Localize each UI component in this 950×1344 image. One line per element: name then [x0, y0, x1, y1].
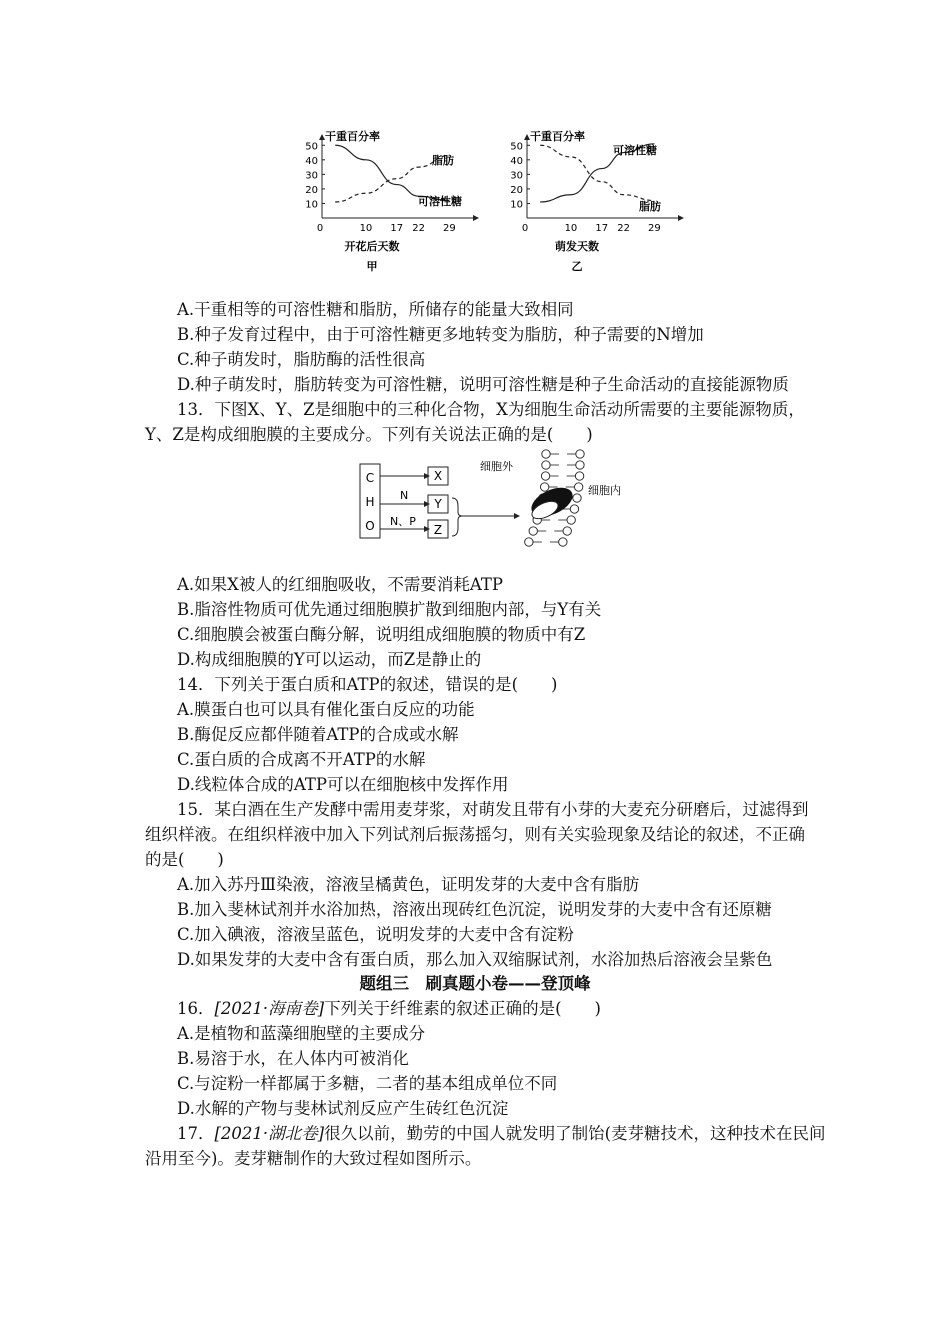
- q13-option-c: C.细胞膜会被蛋白酶分解，说明组成细胞膜的物质中有Z: [177, 625, 586, 644]
- origin-tick-label: 0: [316, 223, 324, 234]
- q17-stem-text: 很久以前，勤劳的中国人就发明了制饴(麦芽糖技术，这种技术在民间: [324, 1124, 826, 1143]
- q16-stem: [177, 998, 601, 1020]
- origin-tick-label: 0: [521, 223, 529, 234]
- membrane-illustration: [525, 450, 585, 546]
- phospholipid-head: [542, 450, 550, 458]
- chart-jia: [300, 126, 490, 286]
- arrow-label-np: N、P: [390, 515, 416, 528]
- x-axis-arrow: [473, 215, 479, 221]
- phospholipid-head: [573, 494, 581, 502]
- q16-option-b: B.易溶于水，在人体内可被消化: [177, 1049, 409, 1068]
- y-tick-label: 30: [510, 170, 523, 182]
- x-tick-label: 29: [443, 223, 456, 234]
- q13-stem-2: Y、Z是构成细胞膜的主要成分。下列有关说法正确的是( ): [145, 425, 593, 444]
- phospholipid-head: [525, 538, 533, 546]
- series-label: 可溶性糖: [613, 144, 657, 157]
- q12-option-a: A.干重相等的可溶性糖和脂肪，所储存的能量大致相同: [177, 300, 574, 319]
- q15-option-c: C.加入碘液，溶液呈蓝色，说明发芽的大麦中含有淀粉: [177, 925, 574, 944]
- q13-option-a: A.如果X被人的红细胞吸收，不需要消耗ATP: [177, 575, 504, 594]
- chart-title: 乙: [571, 260, 583, 273]
- q13-diagram: [340, 448, 660, 558]
- q14-option-b: B.酶促反应都伴随着ATP的合成或水解: [177, 725, 459, 744]
- y-tick-label: 30: [305, 170, 318, 182]
- series-label: 脂肪: [432, 154, 454, 167]
- phospholipid-head: [576, 450, 584, 458]
- q16-stem-text: 下列关于纤维素的叙述正确的是( ): [324, 999, 601, 1018]
- y-tick-label: 20: [305, 184, 318, 196]
- y-tick-label: 10: [510, 199, 523, 211]
- q16-option-d: D.水解的产物与斐林试剂反应产生砖红色沉淀: [177, 1099, 509, 1118]
- q13-option-b: B.脂溶性物质可优先通过细胞膜扩散到细胞内部，与Y有关: [177, 600, 602, 619]
- q15-stem-1: 15．某白酒在生产发酵中需用麦芽浆，对萌发且带有小芽的大麦充分研磨后，过滤得到: [177, 800, 809, 819]
- y-tick-label: 40: [305, 155, 318, 167]
- y-tick-label: 20: [510, 184, 523, 196]
- q17-source: [2021·湖北卷]: [214, 1124, 325, 1143]
- q16-option-a: A.是植物和蓝藻细胞壁的主要成分: [177, 1024, 426, 1043]
- phospholipid-head: [541, 472, 549, 480]
- q17-stem-2: 沿用至今)。麦芽糖制作的大致过程如图所示。: [145, 1149, 482, 1168]
- q15-stem-2: 组织样液。在组织样液中加入下列试剂后振荡摇匀，则有关实验现象及结论的叙述，不正确: [145, 825, 805, 844]
- q14-option-a: A.膜蛋白也可以具有催化蛋白反应的功能: [177, 700, 475, 719]
- q14-option-c: C.蛋白质的合成离不开ATP的水解: [177, 750, 426, 769]
- phospholipid-head: [574, 483, 582, 491]
- x-tick-label: 10: [359, 223, 373, 234]
- q13-stem-1: 13．下图X、Y、Z是细胞中的三种化合物，X为细胞生命活动所需要的主要能源物质，: [177, 400, 805, 419]
- q12-option-c: C.种子萌发时，脂肪酶的活性很高: [177, 350, 426, 369]
- compound-y: Y: [434, 497, 442, 511]
- phospholipid-head: [542, 461, 550, 469]
- phospholipid-head: [575, 472, 583, 480]
- q17-number: 17．: [177, 1124, 215, 1143]
- section-title: 题组三 刷真题小卷——登顶峰: [359, 974, 591, 993]
- x-axis-arrow: [678, 215, 684, 221]
- x-axis-label: 萌发天数: [555, 240, 599, 253]
- y-tick-label: 50: [510, 141, 523, 153]
- compound-z: Z: [433, 523, 443, 537]
- y-tick-label: 10: [305, 199, 318, 211]
- q15-option-b: B.加入斐林试剂并水浴加热，溶液出现砖红色沉淀，说明发芽的大麦中含有还原糖: [177, 900, 772, 919]
- phospholipid-head: [576, 461, 584, 469]
- phospholipid-head: [567, 516, 575, 524]
- x-tick-label: 22: [617, 223, 631, 234]
- chart-yi: [505, 126, 695, 286]
- element-c: C: [365, 471, 375, 485]
- q12-option-d: D.种子萌发时，脂肪转变为可溶性糖，说明可溶性糖是种子生命活动的直接能源物质: [177, 375, 789, 394]
- series-label: 可溶性糖: [418, 195, 462, 208]
- y-axis-label: 干重百分率: [530, 130, 585, 143]
- q16-number: 16．: [177, 999, 215, 1018]
- chart-title: 甲: [366, 260, 378, 273]
- x-tick-label: 22: [412, 223, 426, 234]
- phospholipid-head: [529, 527, 537, 535]
- q14-option-d: D.线粒体合成的ATP可以在细胞核中发挥作用: [177, 775, 509, 794]
- phospholipid-head: [563, 527, 571, 535]
- q13-option-d: D.构成细胞膜的Y可以运动，而Z是静止的: [177, 650, 482, 669]
- x-tick-label: 17: [390, 223, 404, 234]
- element-o: O: [365, 519, 375, 533]
- y-axis-label: 干重百分率: [325, 130, 380, 143]
- q15-stem-3: 的是( ): [145, 850, 224, 869]
- inside-label: 细胞内: [588, 484, 621, 497]
- y-tick-label: 50: [305, 141, 318, 153]
- phospholipid-head: [570, 505, 578, 513]
- phospholipid-head: [559, 538, 567, 546]
- x-axis-label: 开花后天数: [344, 240, 400, 253]
- q14-stem: 14．下列关于蛋白质和ATP的叙述，错误的是( ): [177, 675, 558, 694]
- q15-option-a: A.加入苏丹Ⅲ染液，溶液呈橘黄色，证明发芽的大麦中含有脂肪: [177, 875, 640, 894]
- element-h: H: [365, 495, 375, 509]
- outside-label: 细胞外: [480, 460, 513, 473]
- q17-stem-1: [177, 1123, 826, 1145]
- arrow-label-n: N: [400, 489, 409, 502]
- q15-option-d: D.如果发芽的大麦中含有蛋白质，那么加入双缩脲试剂，水浴加热后溶液会呈紫色: [177, 950, 773, 969]
- x-tick-label: 17: [595, 223, 609, 234]
- compound-x: X: [433, 469, 443, 483]
- x-tick-label: 10: [564, 223, 578, 234]
- series-label: 脂肪: [639, 200, 661, 213]
- y-tick-label: 40: [510, 155, 523, 167]
- q16-source: [2021·海南卷]: [214, 999, 325, 1018]
- q12-option-b: B.种子发育过程中，由于可溶性糖更多地转变为脂肪，种子需要的N增加: [177, 325, 704, 344]
- phospholipid-head: [540, 483, 548, 491]
- q16-option-c: C.与淀粉一样都属于多糖，二者的基本组成单位不同: [177, 1074, 558, 1093]
- x-tick-label: 29: [648, 223, 661, 234]
